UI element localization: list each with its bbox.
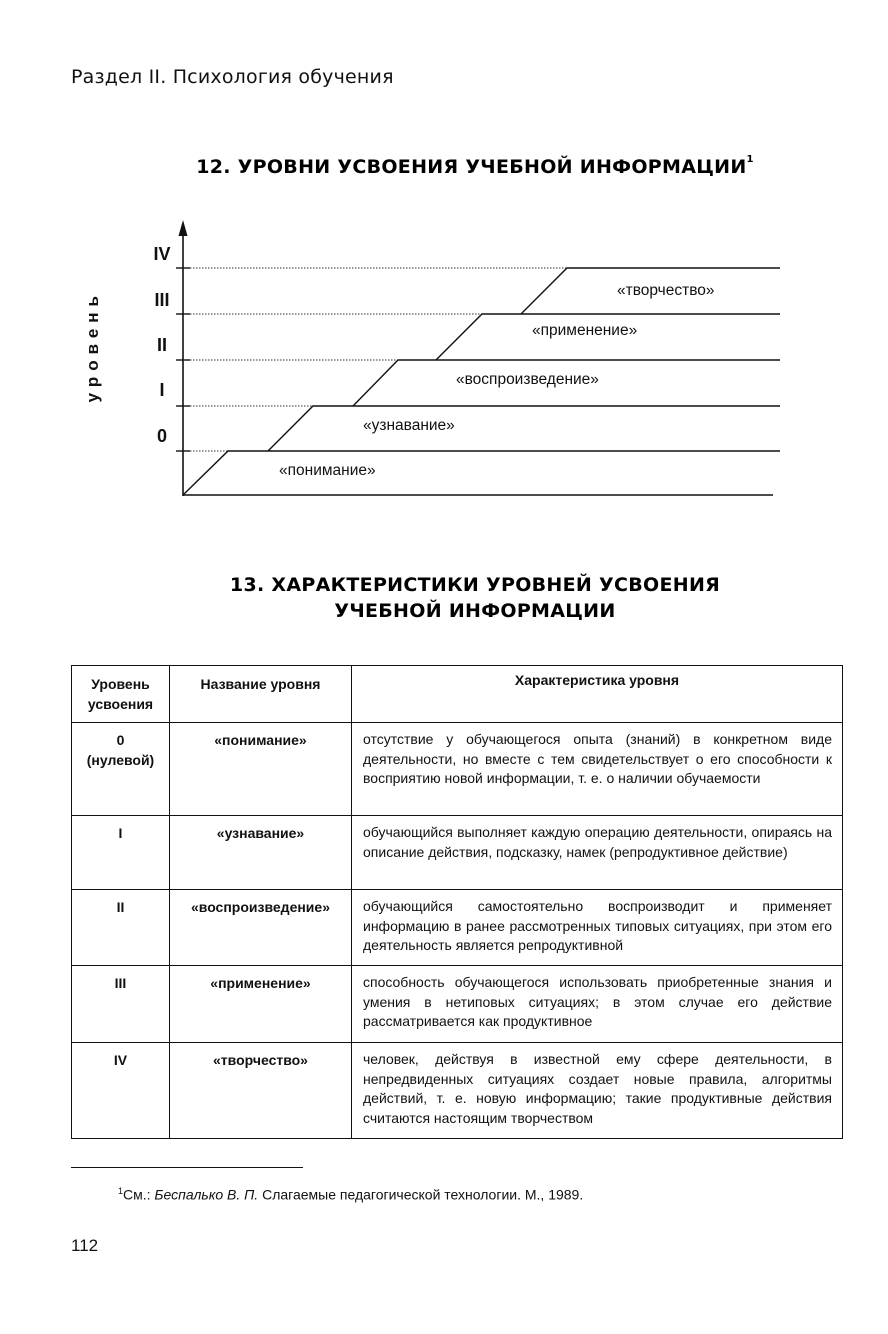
levels-table: [71, 665, 843, 1139]
row-description: отсутствие у обучающегося опыта (знаний) в конкретном виде деятельности, но вместе с тем свидетельствует о его способности к восприятию новой информации, т. е. о наличии обучаемости: [352, 723, 843, 816]
footnote-divider: [71, 1167, 303, 1168]
figure-13-title-line2: УЧЕБНОЙ ИНФОРМАЦИИ: [334, 600, 616, 622]
footnote-author: Беспалько В. П.: [154, 1186, 259, 1203]
header-level-line2: усвоения: [87, 695, 154, 712]
row-name: «воспроизведение»: [170, 890, 352, 966]
footnote-citation: Слагаемые педагогической технологии. М., 1989.: [258, 1186, 584, 1203]
table-row: [72, 890, 843, 966]
footnote-mark: 1: [746, 154, 754, 165]
row-level: [72, 723, 170, 816]
tick-label-i: I: [159, 380, 165, 400]
figure-13-title-line1: 13. ХАРАКТЕРИСТИКИ УРОВНЕЙ УСВОЕНИЯ: [229, 574, 721, 596]
table-row: [72, 1043, 843, 1139]
row-level: I: [72, 816, 170, 890]
table-header-row: [72, 666, 843, 723]
y-axis-arrow-icon: [179, 220, 188, 236]
page-number: 112: [71, 1236, 99, 1255]
table-row: [72, 723, 843, 816]
row-name: «понимание»: [170, 723, 352, 816]
row-description: человек, действуя в известной ему сфере деятельности, в непредвиденных ситуациях создает новые правила, алгоритмы действий, т. е. новую информацию; такие продуктивные действия считаются настоящим творчеством: [352, 1043, 843, 1139]
header-description: Характеристика уровня: [352, 666, 843, 723]
row-name: «применение»: [170, 966, 352, 1043]
row-level: IV: [72, 1043, 170, 1139]
row-name: «узнавание»: [170, 816, 352, 890]
row-level-note: (нулевой): [86, 751, 155, 768]
tick-label-iii: III: [154, 290, 170, 310]
row-description: обучающийся выполняет каждую операцию деятельности, опираясь на описание действия, подсказку, намек (репродуктивное действие): [352, 816, 843, 890]
step-label-creativity: «творчество»: [617, 282, 715, 299]
footnote-mark: 1: [118, 1186, 124, 1196]
tick-label-iv: IV: [153, 244, 171, 264]
tick-label-0: 0: [156, 426, 167, 446]
running-head: Раздел II. Психология обучения: [71, 66, 394, 88]
table-row: [72, 816, 843, 890]
row-level: III: [72, 966, 170, 1043]
row-level-value: 0: [116, 732, 125, 748]
footnote: [118, 1186, 583, 1203]
step-label-reproduction: «воспроизведение»: [456, 371, 599, 388]
row-description: обучающийся самостоятельно воспроизводит и применяет информацию в ранее рассмотренных типовых ситуациях, при этом его деятельность является репродуктивной: [352, 890, 843, 966]
row-name: «творчество»: [170, 1043, 352, 1139]
header-name: Название уровня: [170, 666, 352, 723]
figure-12-title-text: 12. УРОВНИ УСВОЕНИЯ УЧЕБНОЙ ИНФОРМАЦИИ: [196, 156, 747, 178]
figure-13-title: [140, 572, 810, 624]
header-level-line1: Уровень: [91, 676, 150, 692]
row-description: способность обучающегося использовать приобретенные знания и умения в нетиповых ситуациях; в этом случае его действие рассматривается как продуктивное: [352, 966, 843, 1043]
step-label-understanding: «понимание»: [279, 462, 376, 479]
table-row: [72, 966, 843, 1043]
step-label-application: «применение»: [532, 322, 638, 339]
y-axis-label: уровень: [83, 290, 102, 403]
tick-label-ii: II: [156, 335, 167, 355]
footnote-prefix: См.:: [123, 1186, 155, 1203]
step-label-recognition: «узнавание»: [363, 417, 455, 434]
header-level: [72, 666, 170, 723]
levels-step-diagram: [0, 0, 888, 560]
row-level: II: [72, 890, 170, 966]
